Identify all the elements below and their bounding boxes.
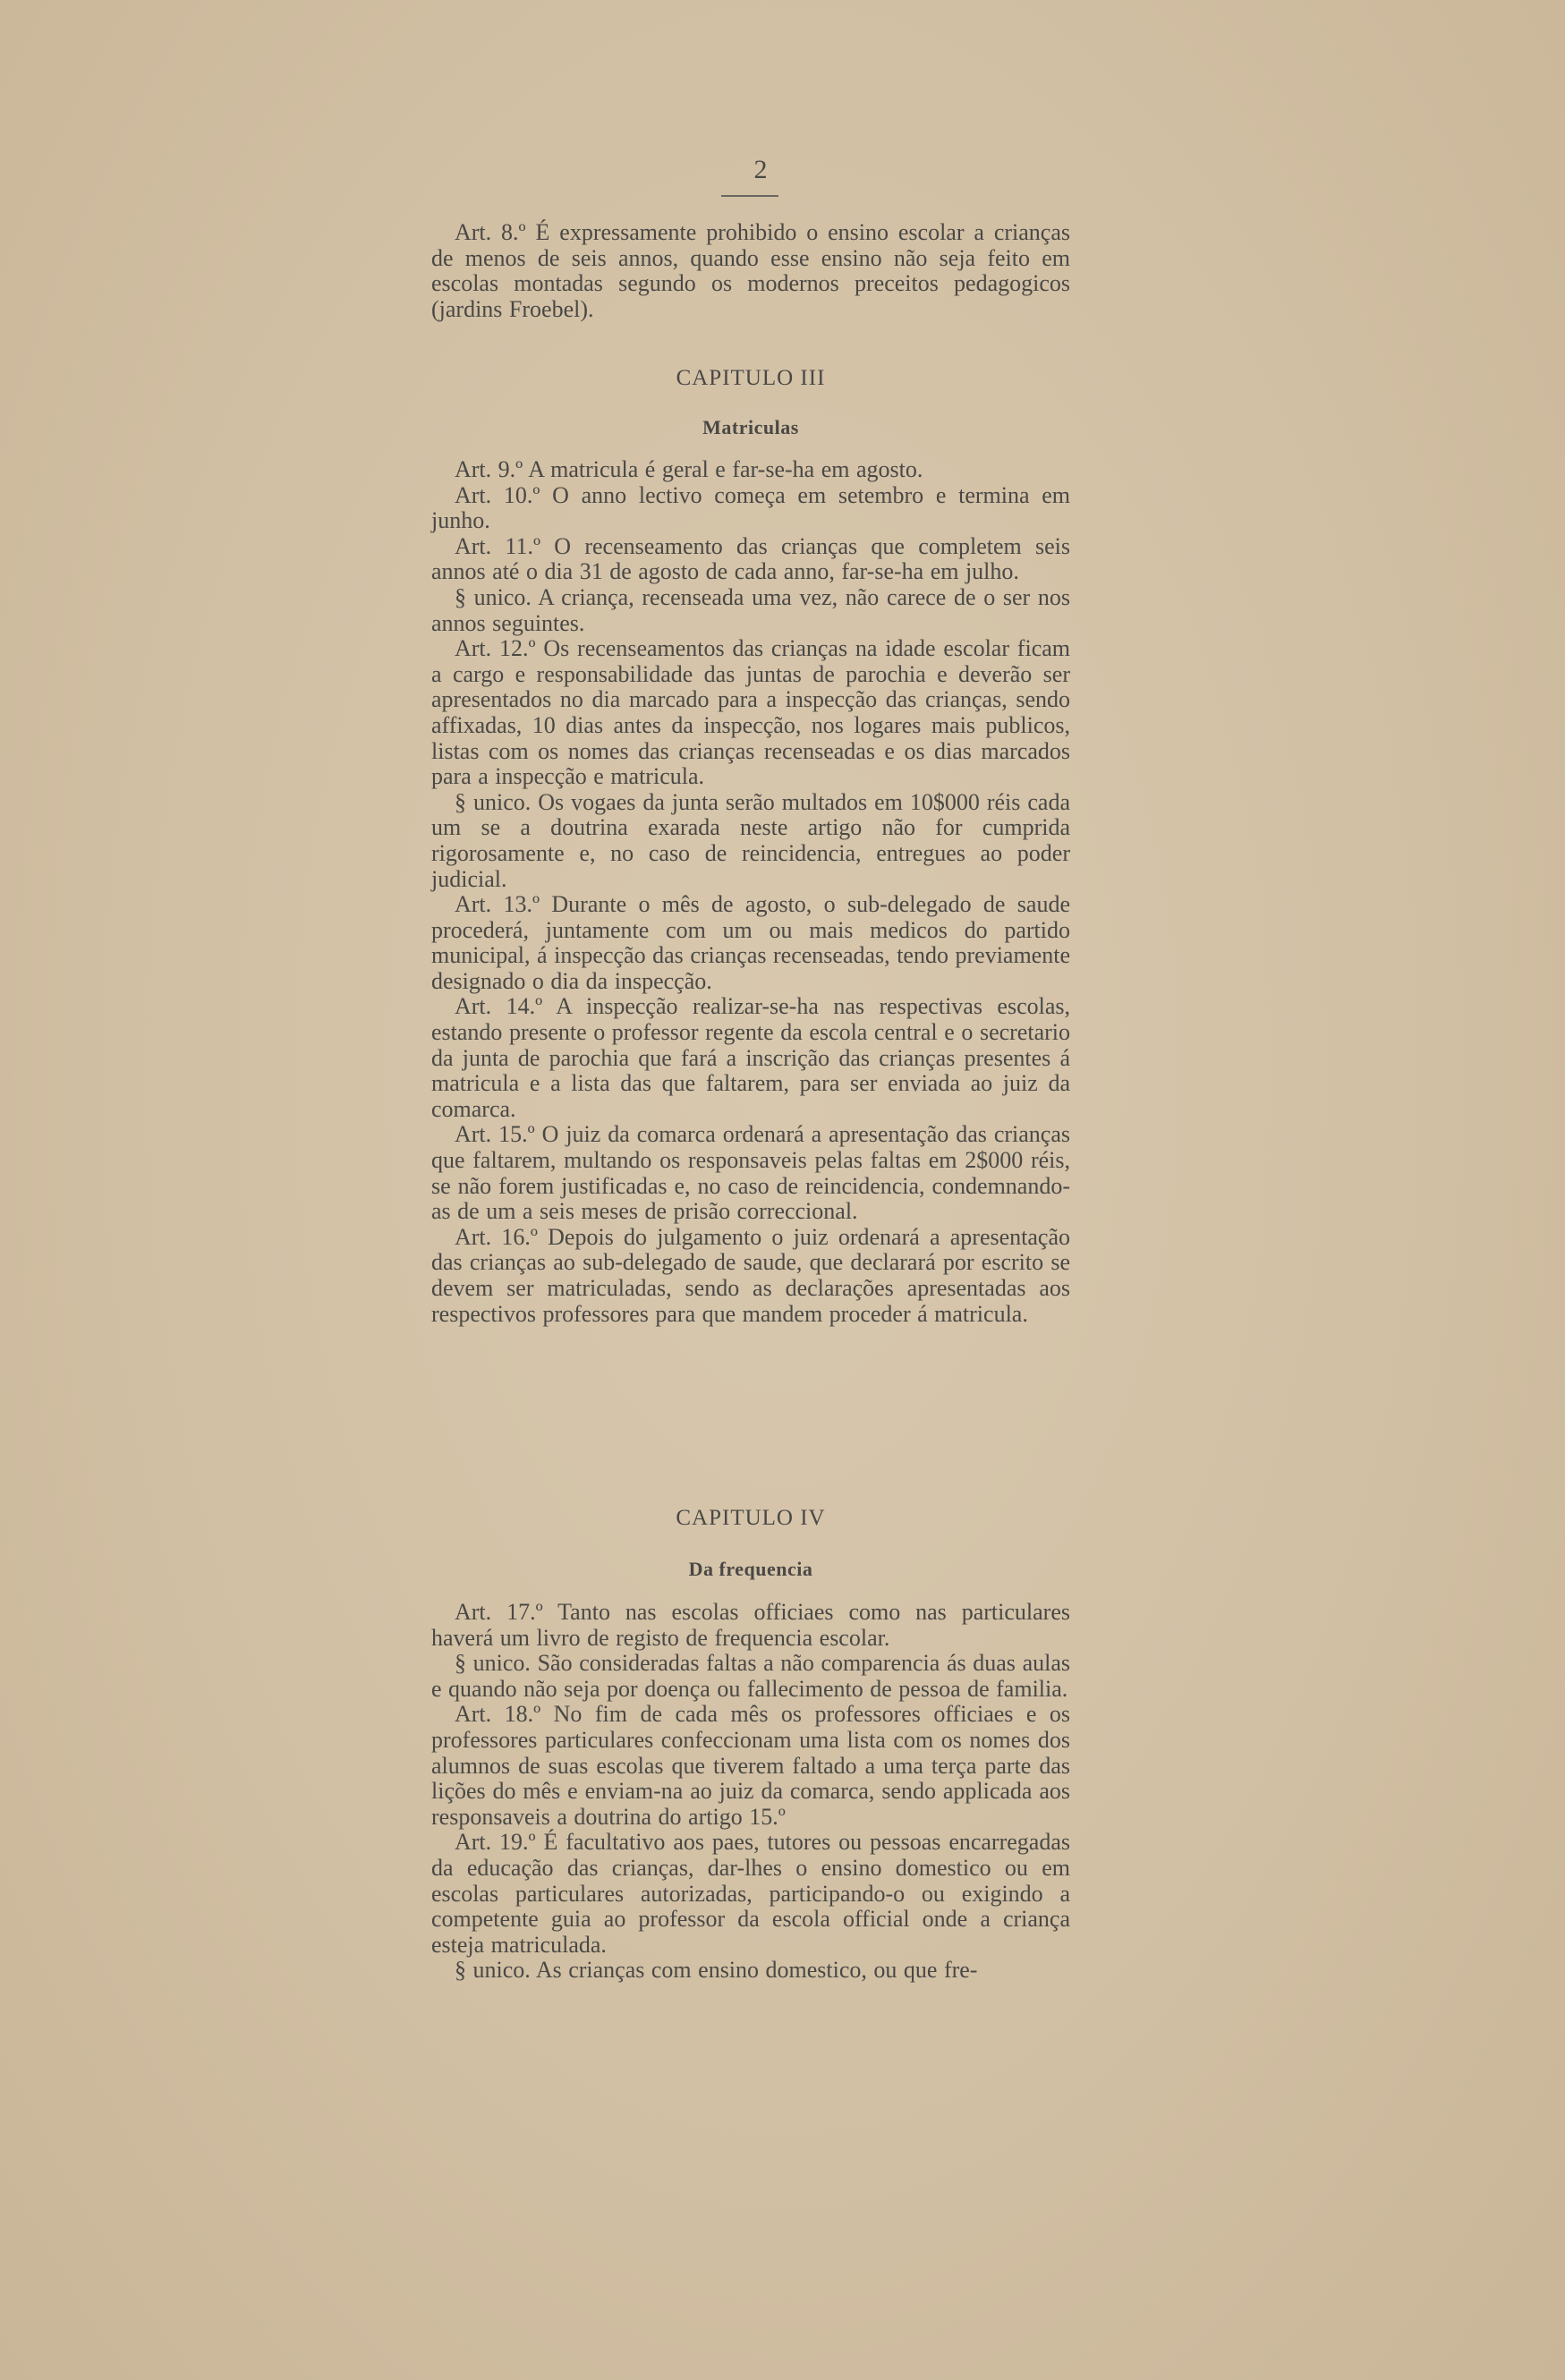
article-19-paragraph-unico: § unico. As crianças com ensino domestico, ou que fre- [455, 1957, 978, 1984]
article-18: Art. 18.º No fim de cada mês os professores officiaes e os professores particulares confeccionam uma lista com os nomes dos alumnos de suas escolas que tiverem faltado a uma terça parte das lições do mês e enviam-na ao juiz da comarca, sendo applicada aos responsaveis a doutrina do artigo 15.º [431, 1701, 1070, 1830]
chapter-3-body [431, 457, 1070, 1327]
article-14: Art. 14.º A inspecção realizar-se-ha nas respectivas escolas, estando presente o professor regente da escola central e o secretario da junta de parochia que fará a inscrição das crianças presentes á matricula e a lista das que faltarem, para ser enviada ao juiz da comarca. [431, 993, 1070, 1122]
article-13: Art. 13.º Durante o mês de agosto, o sub-delegado de saude procederá, juntamente com um ou mais medicos do partido municipal, á inspecção das crianças recenseadas, tendo previamente designado o dia da inspecção. [431, 891, 1070, 994]
chapter-3-heading: CAPITULO III [676, 366, 826, 390]
article-12-paragraph-unico: § unico. Os vogaes da junta serão multados em 10$000 réis cada um se a doutrina exarada neste artigo não for cumprida rigorosamente e, no caso de reincidencia, entregues ao poder judicial. [431, 788, 1070, 892]
article-17: Art. 17.º Tanto nas escolas officiaes como nas particulares haverá um livro de registo de frequencia escolar. [431, 1599, 1070, 1651]
article-11-paragraph-unico: § unico. A criança, recenseada uma vez, não carece de o ser nos annos seguintes. [431, 583, 1070, 636]
article-8-block [431, 220, 1070, 322]
article-11: Art. 11.º O recenseamento das crianças que completem seis annos até o dia 31 de agosto de cada anno, far-se-ha em julho. [431, 532, 1070, 585]
article-9: Art. 9.º A matricula é geral e far-se-ha em agosto. [455, 456, 923, 482]
article-19: Art. 19.º É facultativo aos paes, tutores ou pessoas encarregadas da educação das crianças, dar-lhes o ensino domestico ou em escolas particulares autorizadas, participando-o ou exigindo a competente guia ao professor da escola official onde a criança esteja matriculada. [431, 1829, 1070, 1958]
article-17-paragraph-unico: § unico. São consideradas faltas a não comparencia ás duas aulas e quando não seja por doença ou fallecimento de pessoa de familia. [431, 1650, 1070, 1702]
page-number: 2 [753, 155, 768, 184]
article-8: Art. 8.º É expressamente prohibido o ensino escolar a crianças de menos de seis annos, quando esse ensino não seja feito em escolas montadas segundo os modernos preceitos pedagogicos (jardins Froebel). [431, 219, 1070, 322]
article-15: Art. 15.º O juiz da comarca ordenará a apresentação das crianças que faltarem, multando os responsaveis pelas faltas em 2$000 réis, se não forem justificadas e, no caso de reincidencia, condemnando-as de um a seis meses de prisão correccional. [431, 1121, 1070, 1225]
chapter-3-title: Matriculas [702, 416, 799, 438]
chapter-4-heading: CAPITULO IV [676, 1506, 826, 1530]
article-12: Art. 12.º Os recenseamentos das crianças na idade escolar ficam a cargo e responsabilidade das juntas de parochia e deverão ser apresentados no dia marcado para a inspecção das crianças, sendo affixadas, 10 dias antes da inspecção, nos logares mais publicos, listas com os nomes das crianças recenseadas e os dias marcados para a inspecção e matricula. [431, 635, 1070, 790]
page-number-rule [721, 195, 778, 197]
chapter-4-title: Da frequencia [688, 1558, 813, 1580]
chapter-4-body [431, 1600, 1070, 1984]
article-16: Art. 16.º Depois do julgamento o juiz ordenará a apresentação das crianças ao sub-delegado de saude, que declarará por escrito se devem ser matriculadas, sendo as declarações apresentadas aos respectivos professores para que mandem proceder á matricula. [431, 1223, 1070, 1327]
article-10: Art. 10.º O anno lectivo começa em setembro e termina em junho. [431, 481, 1070, 534]
